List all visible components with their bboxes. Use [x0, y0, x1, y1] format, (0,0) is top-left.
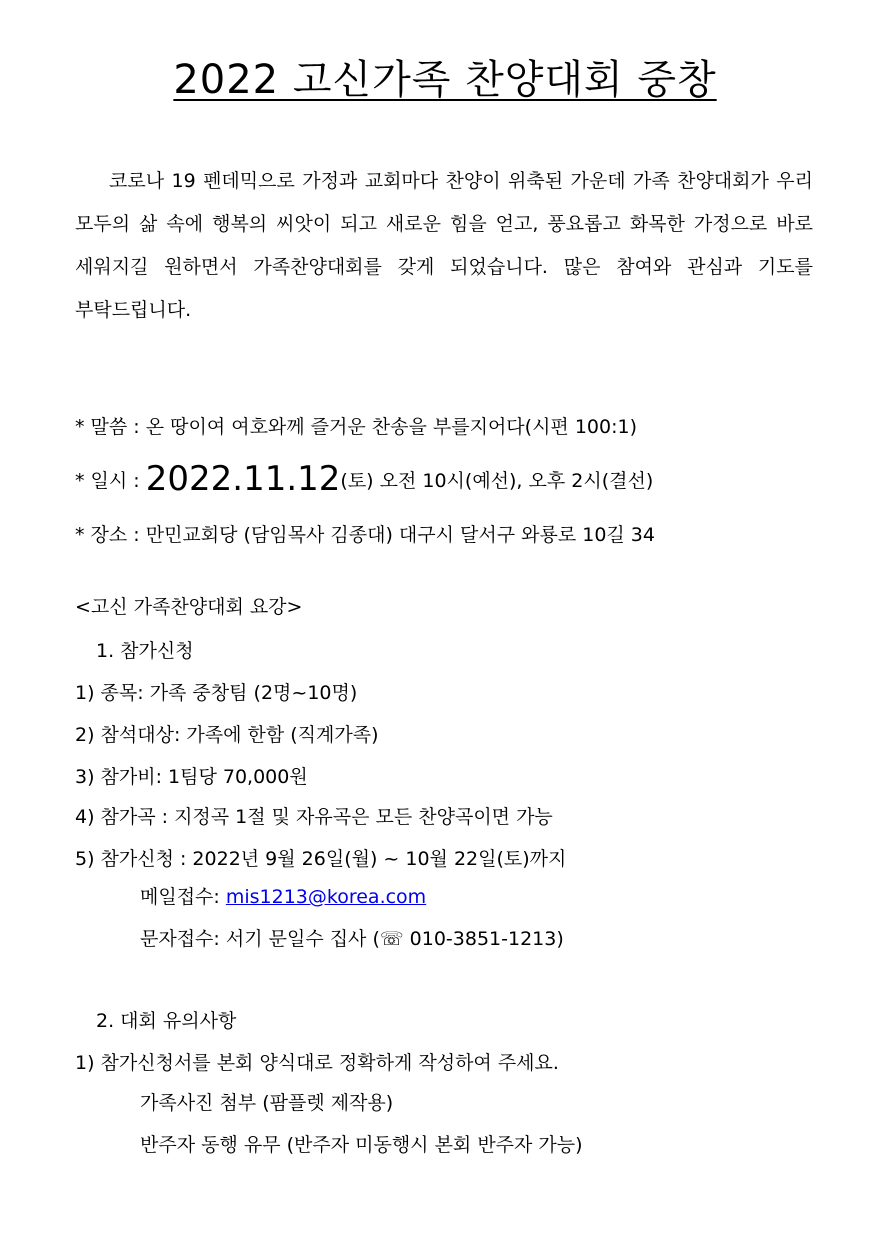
- guide-item-3: 3) 참가비: 1팀당 70,000원: [75, 766, 308, 788]
- sms-line: 문자접수: 서기 문일수 집사 (☏ 010-3851-1213): [140, 928, 564, 950]
- section-2-heading: 2. 대회 유의사항: [96, 1010, 237, 1032]
- date-detail: (토) 오전 10시(예선), 오후 2시(결선): [340, 470, 654, 492]
- email-label: 메일접수:: [140, 886, 226, 908]
- email-line: [140, 882, 426, 912]
- document-title-text: 2022 고신가족 찬양대회 중창: [173, 57, 717, 103]
- guide-item-4: 4) 참가곡 : 지정곡 1절 및 자유곡은 모든 찬양곡이면 가능: [75, 806, 553, 828]
- document-title: [0, 52, 890, 108]
- scripture-line: * 말씀 : 온 땅이여 여호와께 즐거운 찬송을 부를지어다(시편 100:1): [75, 416, 637, 438]
- intro-paragraph: 코로나 19 펜데믹으로 가정과 교회마다 찬양이 위축된 가운데 가족 찬양대회가 우리 모두의 삶 속에 행복의 씨앗이 되고 새로운 힘을 얻고, 풍요롭고 화목한 가정으로 바로 세워지길 원하면서 가족찬양대회를 갖게 되었습니다. 많은 참여와 관심과 기도를 부탁드립니다.: [75, 170, 813, 321]
- guide-item-5: 5) 참가신청 : 2022년 9월 26일(월) ~ 10월 22일(토)까지: [75, 848, 567, 870]
- event-date: 2022.11.12: [145, 459, 341, 499]
- guide-item-1: 1) 종목: 가족 중창팀 (2명~10명): [75, 682, 358, 704]
- email-link[interactable]: mis1213@korea.com: [225, 886, 427, 908]
- note-item-2: 가족사진 첨부 (팜플렛 제작용): [140, 1092, 394, 1114]
- date-prefix: * 일시 :: [75, 470, 146, 492]
- guide-item-2: 2) 참석대상: 가족에 한함 (직계가족): [75, 724, 379, 746]
- guide-header: <고신 가족찬양대회 요강>: [75, 596, 303, 618]
- section-1-heading: 1. 참가신청: [96, 640, 194, 662]
- date-line: [75, 459, 654, 499]
- note-item-3: 반주자 동행 유무 (반주자 미동행시 본회 반주자 가능): [140, 1134, 583, 1156]
- note-item-1: 1) 참가신청서를 본회 양식대로 정확하게 작성하여 주세요.: [75, 1052, 559, 1074]
- place-line: * 장소 : 만민교회당 (담임목사 김종대) 대구시 달서구 와룡로 10길 34: [75, 524, 655, 546]
